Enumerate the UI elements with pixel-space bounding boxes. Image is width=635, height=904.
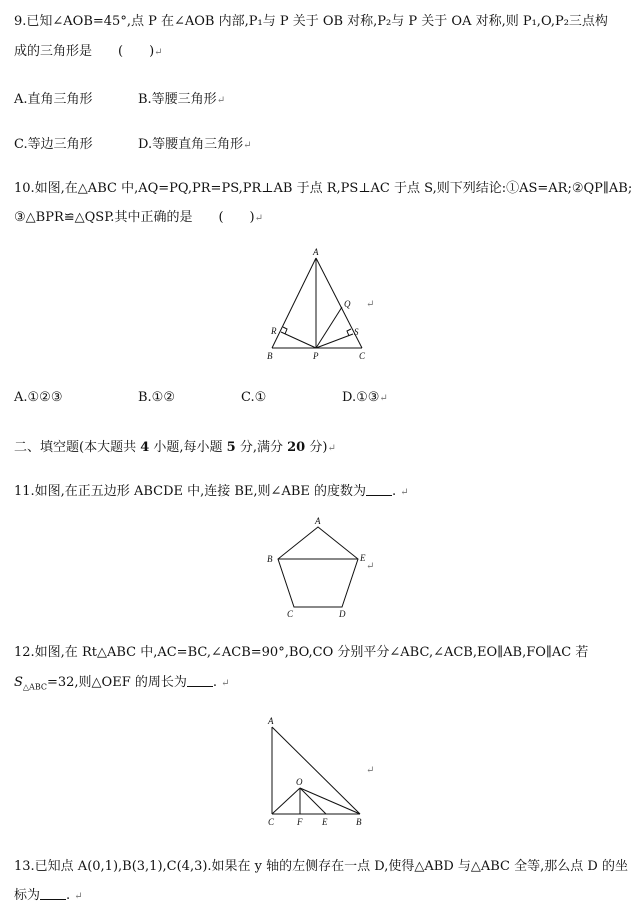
answer-blank [187, 675, 213, 687]
q11-stem: 11.如图,在正五边形 ABCDE 中,连接 BE,则∠ABE 的度数为 . ↵ [14, 484, 409, 499]
figure-label: D [339, 609, 346, 619]
q10-stem-line2: ③△BPR≌△QSP.其中正确的是 ( )↵ [14, 210, 263, 225]
q13-stem-line2: 标为 . ↵ [14, 888, 83, 903]
figure-label: B [356, 817, 362, 827]
q10-option-b: B.①② [138, 390, 175, 405]
q10-option-d: D.①③↵ [342, 390, 388, 405]
paragraph-mark: ↵ [366, 561, 375, 572]
q9-option-a: A.直角三角形 [14, 92, 93, 107]
q9-option-d: D.等腰直角三角形↵ [138, 137, 252, 152]
figure-label: A [313, 247, 319, 257]
q12-right-triangle-figure [262, 713, 374, 831]
figure-label: S [354, 327, 359, 337]
figure-label: C [359, 351, 366, 361]
answer-blank [40, 888, 66, 900]
q9-stem-line2: 成的三角形是 ( )↵ [14, 44, 163, 59]
paragraph-mark: ↵ [366, 765, 375, 776]
figure-label: R [271, 326, 277, 336]
q12-stem-line1: 12.如图,在 Rt△ABC 中,AC=BC,∠ACB=90°,BO,CO 分别平分∠ABC,∠ACB,EO∥AB,FO∥AC 若 [14, 645, 589, 660]
q10-option-a: A.①②③ [14, 390, 63, 405]
q10-option-c: C.① [241, 390, 267, 405]
q10-stem-line1: 10.如图,在△ABC 中,AQ=PQ,PR=PS,PR⊥AB 于点 R,PS⊥AC 于点 S,则下列结论:①AS=AR;②QP∥AB; [14, 181, 633, 196]
figure-label: C [287, 609, 294, 619]
answer-blank [366, 484, 392, 496]
q9-stem-line1: 9.已知∠AOB=45°,点 P 在∠AOB 内部,P₁与 P 关于 OB 对称,P₂与 P 关于 OA 对称,则 P₁,O,P₂三点构 [14, 14, 608, 29]
section-heading: 二、填空题(本大题共 4 小题,每小题 5 分,满分 20 分)↵ [14, 440, 336, 455]
figure-label: A [315, 516, 321, 526]
figure-label: C [268, 817, 275, 827]
q9-option-b: B.等腰三角形↵ [138, 92, 226, 107]
q9-option-c: C.等边三角形 [14, 137, 93, 152]
q13-stem-line1: 13.已知点 A(0,1),B(3,1),C(4,3).如果在 y 轴的左侧存在一点 D,使得△ABD 与△ABC 全等,那么点 D 的坐 [14, 859, 628, 874]
figure-label: P [313, 351, 319, 361]
figure-label: F [297, 817, 303, 827]
figure-label: Q [344, 299, 351, 309]
figure-label: O [296, 777, 303, 787]
figure-label: B [267, 351, 273, 361]
figure-label: A [268, 716, 274, 726]
figure-label: E [360, 553, 366, 563]
figure-label: B [267, 554, 273, 564]
q12-stem-line2: $S_{\triangle ABC}=32$,则△OEF 的周长为 . ↵ [14, 675, 230, 692]
paragraph-mark: ↵ [366, 299, 375, 310]
q11-pentagon-figure [262, 513, 380, 619]
figure-label: E [322, 817, 328, 827]
paragraph-mark: ↵ [154, 47, 163, 58]
